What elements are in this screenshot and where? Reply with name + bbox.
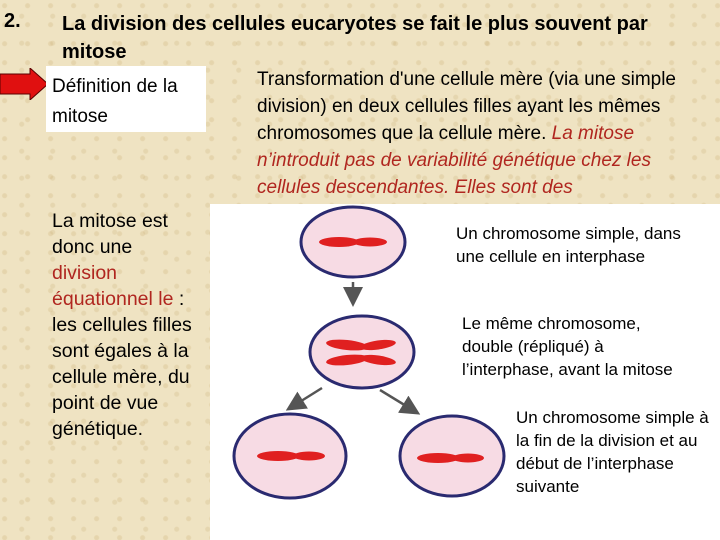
definition-emphasis: La mitose n’introduit pas de variabilité génétique chez les cellules descendantes. Elles sont des bbox=[257, 123, 651, 198]
arrow-right-icon bbox=[380, 390, 416, 412]
conclusion-highlight: division équationnel le bbox=[52, 262, 174, 310]
definition-text bbox=[257, 66, 712, 201]
cell-interphase bbox=[301, 207, 405, 277]
definition-plain: Transformation d'une cellule mère (via une simple division) en deux cellules filles ayant les mêmes chromosomes que la cellule mère. bbox=[257, 69, 677, 144]
caption-doubled: Le même chromosome, double (répliqué) à l’interphase, avant la mitose bbox=[462, 314, 673, 379]
daughter-cell-right bbox=[400, 416, 504, 496]
pointer-arrow-icon bbox=[0, 68, 52, 100]
caption-interphase: Un chromosome simple, dans une cellule en interphase bbox=[456, 224, 681, 266]
arrow-left-icon bbox=[290, 388, 322, 408]
conclusion-part1: La mitose est donc une bbox=[52, 210, 168, 258]
conclusion-text bbox=[52, 208, 192, 442]
mitosis-diagram bbox=[210, 204, 720, 540]
slide-number: 2. bbox=[4, 10, 21, 32]
caption-end: Un chromosome simple à la fin de la division et au début de l’interphase suivante bbox=[516, 408, 709, 496]
single-chromosome bbox=[319, 237, 387, 247]
cell-replicated bbox=[310, 316, 414, 388]
conclusion-part2: : les cellules filles sont égales à la cellule mère, du point de vue génétique. bbox=[52, 288, 192, 440]
daughter-cell-left bbox=[234, 414, 346, 498]
definition-label bbox=[52, 72, 202, 132]
slide-heading: La division des cellules eucaryotes se fait le plus souvent par mitose bbox=[62, 13, 648, 63]
definition-label-text: Définition de la mitose bbox=[52, 76, 178, 127]
